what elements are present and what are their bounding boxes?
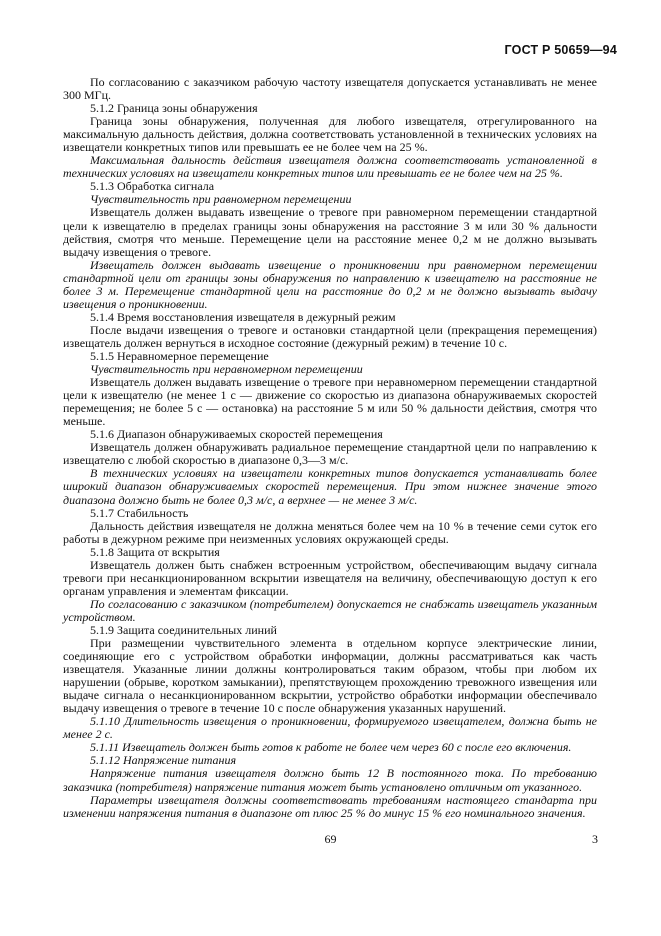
paragraph: 5.1.9 Защита соединительных линий — [90, 622, 277, 637]
paragraph: 5.1.3 Обработка сигнала — [90, 179, 215, 194]
sheet-number: 3 — [592, 832, 598, 846]
paragraph: 5.1.11 Извещатель должен быть готов к работе не более чем через 60 с после его включения. — [90, 740, 572, 755]
paragraph: 5.1.6 Диапазон обнаруживаемых скоростей перемещения — [90, 427, 383, 442]
paragraph: Максимальная дальность действия извещателя должна соответствовать установленной в технических условиях на извещатели конкретных типов или превышать ее не более чем на 25 %. — [63, 153, 597, 181]
paragraph: Параметры извещателя должны соответствовать требованиям настоящего стандарта при изменении напряжения питания в диапазоне от плюс 25 % до минус 15 % его номинального значения. — [63, 792, 597, 820]
paragraph: 5.1.7 Стабильность — [90, 505, 189, 520]
paragraph: 5.1.10 Длительность извещения о проникновении, формируемого извещателем, должна быть не менее 2 с. — [63, 714, 597, 742]
paragraph: 5.1.2 Граница зоны обнаружения — [90, 101, 258, 116]
paragraph: По согласованию с заказчиком (потребителем) допускается не снабжать извещатель указанным устройством. — [63, 596, 597, 624]
paragraph: По согласованию с заказчиком рабочую частоту извещателя допускается устанавливать не менее 300 МГц. — [63, 75, 597, 103]
paragraph: Извещатель должен выдавать извещение о тревоге при равномерном перемещении стандартной цели к извещателю в пределах границы зоны обнаружения на расстояние 3 м или 30 % дальности действия, смотря что меньше. Перемещение цели на расстояние менее 0,2 м не должно вызывать выдачу извещения о тревоге. — [63, 205, 597, 259]
paragraph: Чувствительность при равномерном перемещении — [90, 192, 352, 207]
paragraph: При размещении чувствительного элемента в отдельном корпусе электрические линии, соединяющие его с устройством обработки информации, должны рассматриваться как часть извещателя. Указанные линии должны контролироваться таким образом, чтобы при любом их нарушении (обрыве, коротком замыкании), препятствующем прохождению тревожного извещения или выдаче сигнала о несанкционированном вскрытии, устройство обработки информации обеспечивало выдачу извещения о тревоге в течение 10 с после обнаружения указанных нарушений. — [63, 636, 597, 716]
paragraph: 5.1.8 Защита от вскрытия — [90, 544, 220, 559]
paragraph: Граница зоны обнаружения, полученная для любого извещателя, отрегулированного на максимальную дальность действия, должна соответствовать установленной в технических условиях на извещатели конкретных типов или превышать ее не более чем на 25 %. — [63, 114, 597, 155]
paragraph: Чувствительность при неравномерном перемещении — [90, 362, 363, 377]
paragraph: В технических условиях на извещатели конкретных типов допускается устанавливать более широкий диапазон обнаруживаемых скоростей перемещения. При этом нижнее значение этого диапазона должно быть не более 0,3 м/с, а верхнее — не менее 3 м/с. — [63, 466, 597, 507]
paragraph: Извещатель должен выдавать извещение о проникновении при равномерном перемещении стандартной цели от границы зоны обнаружения по направлению к извещателю на расстояние не более 3 м. Перемещение стандартной цели на расстояние до 0,2 м не должно вызывать выдачу извещения о проникновении. — [63, 257, 597, 311]
paragraph: 5.1.12 Напряжение питания — [90, 753, 237, 768]
paragraph: После выдачи извещения о тревоге и остановки стандартной цели (прекращения перемещения) извещатель должен вернуться в исходное состояние (дежурный режим) в течение 10 с. — [63, 322, 597, 350]
paragraph: Извещатель должен обнаруживать радиальное перемещение стандартной цели по направлению к извещателю с любой скоростью в диапазоне 0,3—3 м/с. — [63, 440, 597, 468]
paragraph: Напряжение питания извещателя должно быть 12 В постоянного тока. По требованию заказчика (потребителя) напряжение питания может быть установлено отличным от указанного. — [63, 766, 597, 794]
page-number: 69 — [324, 832, 337, 846]
paragraph: Извещатель должен выдавать извещение о тревоге при неравномерном перемещении стандартной цели к извещателю (не менее 1 с — движение со скоростью из диапазона обнаруживаемых скоростей перемещения; не более 5 с — остановка) на расстояние 5 м или 50 % дальности действия, смотря что меньше. — [63, 375, 597, 429]
document-header-standard: ГОСТ Р 50659—94 — [504, 43, 617, 57]
document-body — [63, 76, 597, 820]
paragraph: Извещатель должен быть снабжен встроенным устройством, обеспечивающим выдачу сигнала тревоги при несанкционированном вскрытии извещателя на величину, обеспечивающую доступ к его органам управления и элементам фиксации. — [63, 557, 597, 598]
paragraph: Дальность действия извещателя не должна меняться более чем на 10 % в течение семи суток его работы в дежурном режиме при неизменных условиях окружающей среды. — [63, 518, 597, 546]
paragraph: 5.1.4 Время восстановления извещателя в дежурный режим — [90, 309, 396, 324]
paragraph: 5.1.5 Неравномерное перемещение — [90, 348, 269, 363]
